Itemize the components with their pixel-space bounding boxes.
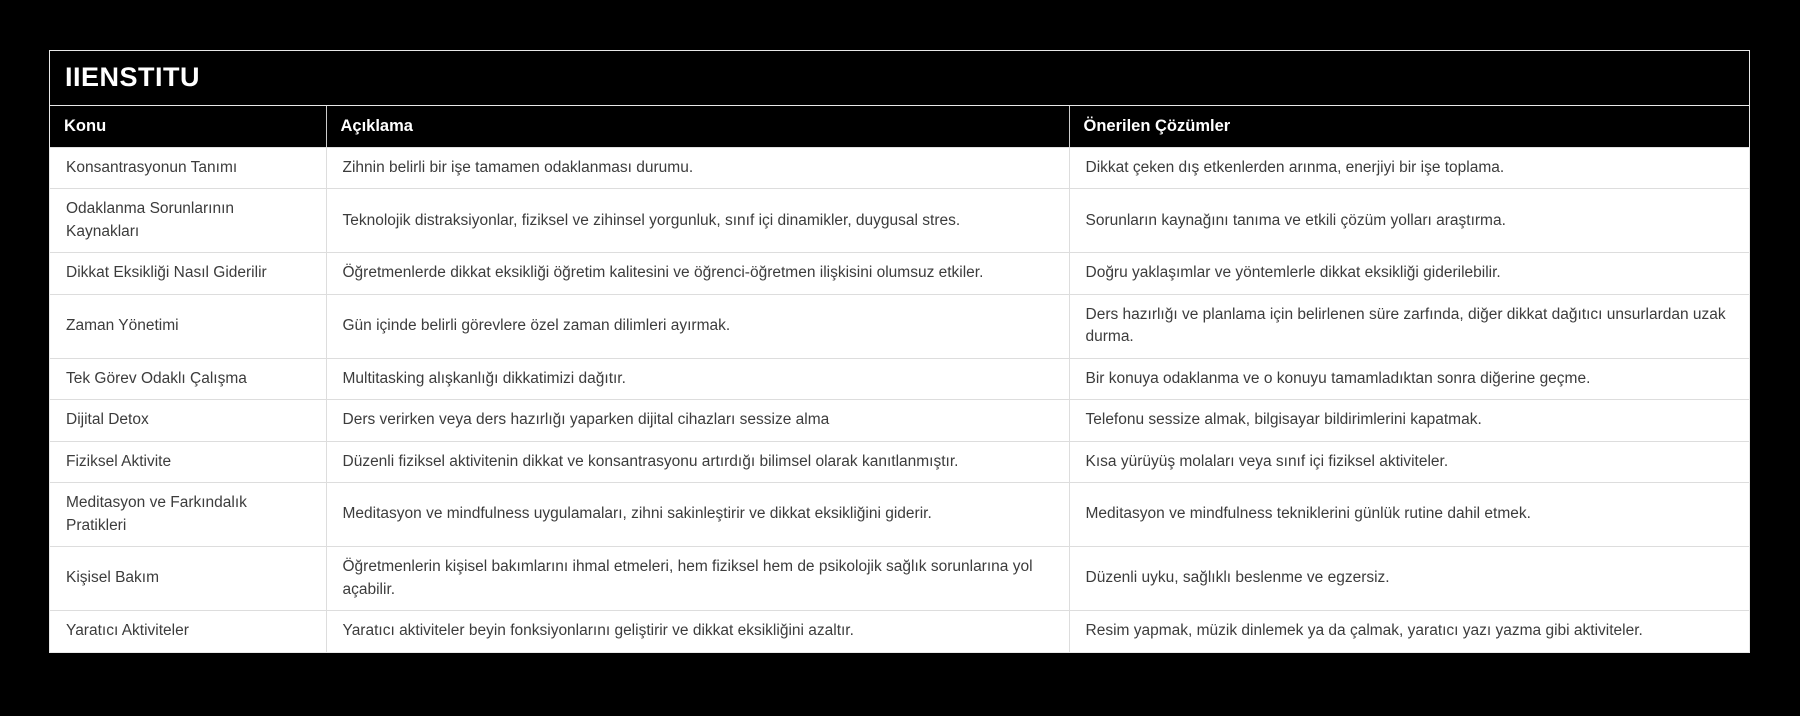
cell-cozumler: Kısa yürüyüş molaları veya sınıf içi fiziksel aktiviteler. [1069, 441, 1749, 482]
table-row [50, 253, 1749, 294]
cell-konu: Dijital Detox [50, 400, 326, 441]
cell-konu: Meditasyon ve Farkındalık Pratikleri [50, 483, 326, 547]
cell-konu: Zaman Yönetimi [50, 294, 326, 358]
topics-table [50, 106, 1749, 652]
cell-konu: Tek Görev Odaklı Çalışma [50, 358, 326, 399]
table-card [49, 50, 1750, 653]
cell-konu: Odaklanma Sorunlarının Kaynakları [50, 189, 326, 253]
cell-aciklama: Ders verirken veya ders hazırlığı yaparken dijital cihazları sessize alma [326, 400, 1069, 441]
cell-aciklama: Gün içinde belirli görevlere özel zaman dilimleri ayırmak. [326, 294, 1069, 358]
cell-cozumler: Resim yapmak, müzik dinlemek ya da çalmak, yaratıcı yazı yazma gibi aktiviteler. [1069, 611, 1749, 652]
cell-aciklama: Öğretmenlerin kişisel bakımlarını ihmal etmeleri, hem fiziksel hem de psikolojik sağlık sorunlarına yol açabilir. [326, 547, 1069, 611]
cell-aciklama: Düzenli fiziksel aktivitenin dikkat ve konsantrasyonu artırdığı bilimsel olarak kanıtlanmıştır. [326, 441, 1069, 482]
cell-cozumler: Bir konuya odaklanma ve o konuyu tamamladıktan sonra diğerine geçme. [1069, 358, 1749, 399]
column-header-aciklama: Açıklama [326, 106, 1069, 148]
cell-aciklama: Yaratıcı aktiviteler beyin fonksiyonlarını geliştirir ve dikkat eksikliğini azaltır. [326, 611, 1069, 652]
cell-konu: Konsantrasyonun Tanımı [50, 148, 326, 189]
table-row [50, 148, 1749, 189]
cell-aciklama: Multitasking alışkanlığı dikkatimizi dağıtır. [326, 358, 1069, 399]
cell-konu: Dikkat Eksikliği Nasıl Giderilir [50, 253, 326, 294]
table-row [50, 358, 1749, 399]
table-row [50, 547, 1749, 611]
cell-cozumler: Telefonu sessize almak, bilgisayar bildirimlerini kapatmak. [1069, 400, 1749, 441]
column-header-onerilen-cozumler: Önerilen Çözümler [1069, 106, 1749, 148]
cell-cozumler: Doğru yaklaşımlar ve yöntemlerle dikkat eksikliği giderilebilir. [1069, 253, 1749, 294]
cell-aciklama: Meditasyon ve mindfulness uygulamaları, zihni sakinleştirir ve dikkat eksikliğini giderir. [326, 483, 1069, 547]
table-header-row [50, 106, 1749, 148]
cell-cozumler: Sorunların kaynağını tanıma ve etkili çözüm yolları araştırma. [1069, 189, 1749, 253]
table-row [50, 441, 1749, 482]
page-title: IIENSTITU [50, 51, 1749, 106]
table-body [50, 148, 1749, 652]
cell-cozumler: Düzenli uyku, sağlıklı beslenme ve egzersiz. [1069, 547, 1749, 611]
cell-konu: Kişisel Bakım [50, 547, 326, 611]
cell-konu: Yaratıcı Aktiviteler [50, 611, 326, 652]
cell-cozumler: Meditasyon ve mindfulness tekniklerini günlük rutine dahil etmek. [1069, 483, 1749, 547]
cell-cozumler: Ders hazırlığı ve planlama için belirlenen süre zarfında, diğer dikkat dağıtıcı unsurlardan uzak durma. [1069, 294, 1749, 358]
table-row [50, 400, 1749, 441]
table-row [50, 189, 1749, 253]
cell-aciklama: Zihnin belirli bir işe tamamen odaklanması durumu. [326, 148, 1069, 189]
column-header-konu: Konu [50, 106, 326, 148]
table-row [50, 483, 1749, 547]
table-row [50, 294, 1749, 358]
cell-konu: Fiziksel Aktivite [50, 441, 326, 482]
cell-aciklama: Teknolojik distraksiyonlar, fiziksel ve zihinsel yorgunluk, sınıf içi dinamikler, duygusal stres. [326, 189, 1069, 253]
cell-aciklama: Öğretmenlerde dikkat eksikliği öğretim kalitesini ve öğrenci-öğretmen ilişkisini olumsuz etkiler. [326, 253, 1069, 294]
cell-cozumler: Dikkat çeken dış etkenlerden arınma, enerjiyi bir işe toplama. [1069, 148, 1749, 189]
table-row [50, 611, 1749, 652]
